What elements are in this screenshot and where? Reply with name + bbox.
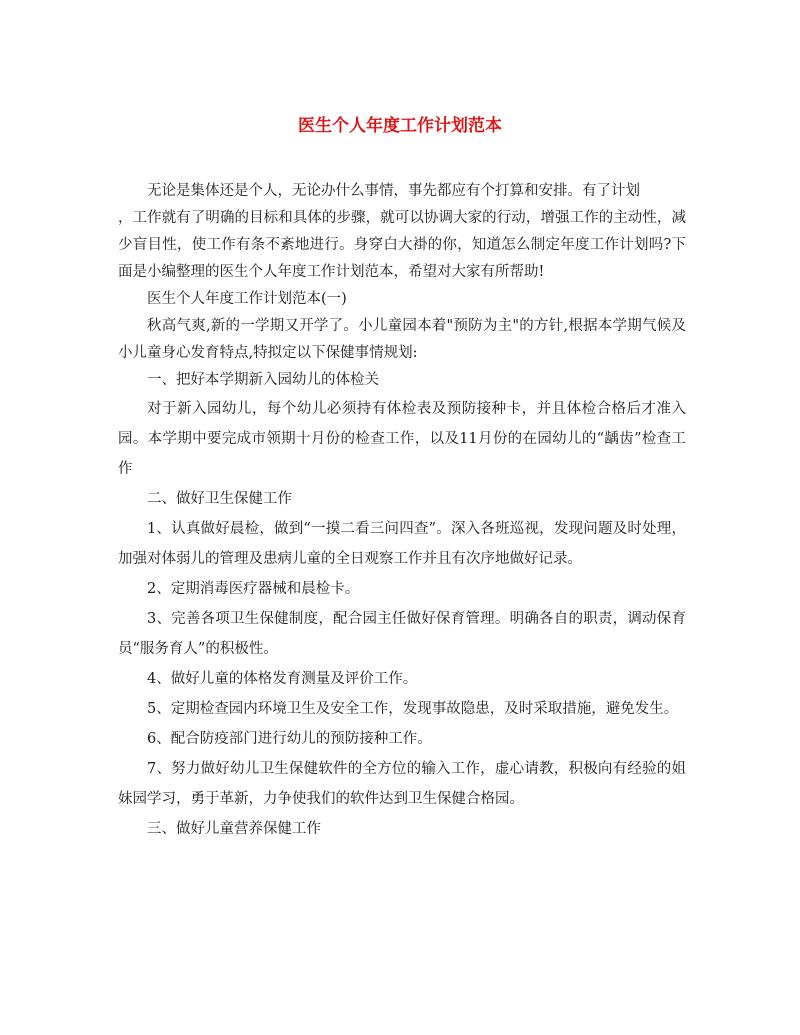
heading-item-3: 三、做好儿童营养保健工作	[147, 821, 321, 837]
paragraph-intro-2: ，工作就有了明确的目标和具体的步骤，就可以协调大家的行动，增强工作的主动性，减少盲目性，使工作有条不紊地进行。身穿白大褂的你，知道怎么制定年度工作计划吗?下面是小编整理的医生个人年度工作计划范本，希望对大家有所帮助!	[118, 210, 686, 280]
list-item-4: 4、做好儿童的体格发育测量及评价工作。	[147, 671, 418, 687]
section-heading-plan-1: 医生个人年度工作计划范本(一)	[147, 291, 347, 307]
paragraph-intro-1: 无论是集体还是个人，无论办什么事情，事先都应有个打算和安排。有了计划	[147, 183, 640, 199]
paragraph-new-entrants: 对于新入园幼儿，每个幼儿必须持有体检表及预防接种卡，并且体检合格后才准入园。本学期中要完成市领期十月份的检查工作，以及11月份的在园幼儿的“龋齿”检查工作	[118, 401, 686, 477]
heading-item-2: 二、做好卫生保健工作	[147, 491, 292, 507]
list-item-5: 5、定期检查园内环境卫生及安全工作，发现事故隐患，及时采取措施，避免发生。	[147, 701, 679, 717]
list-item-3: 3、完善各项卫生保健制度，配合园主任做好保育管理。明确各自的职责，调动保育员“服务育人”的积极性。	[118, 611, 686, 657]
list-item-2: 2、定期消毒医疗器械和晨检卡。	[147, 581, 360, 597]
heading-item-1: 一、把好本学期新入园幼儿的体检关	[147, 372, 379, 388]
paragraph-autumn: 秋高气爽,新的一学期又开学了。小儿童园本着"预防为主"的方针,根据本学期气候及小儿童身心发育特点,特拟定以下保健事情规划:	[118, 318, 686, 361]
document-body	[118, 178, 686, 844]
list-item-6: 6、配合防疫部门进行幼儿的预防接种工作。	[147, 731, 432, 747]
list-item-1: 1、认真做好晨检，做到“一摸二看三问四查”。深入各班巡视，发现问题及时处理，加强对体弱儿的管理及患病儿童的全日观察工作并且有次序地做好记录。	[118, 521, 686, 567]
list-item-7: 7、努力做好幼儿卫生保健软件的全方位的输入工作，虚心请教，积极向有经验的姐妹园学习，勇于革新，力争使我们的软件达到卫生保健合格园。	[118, 761, 686, 807]
document-title: 医生个人年度工作计划范本	[298, 116, 502, 136]
